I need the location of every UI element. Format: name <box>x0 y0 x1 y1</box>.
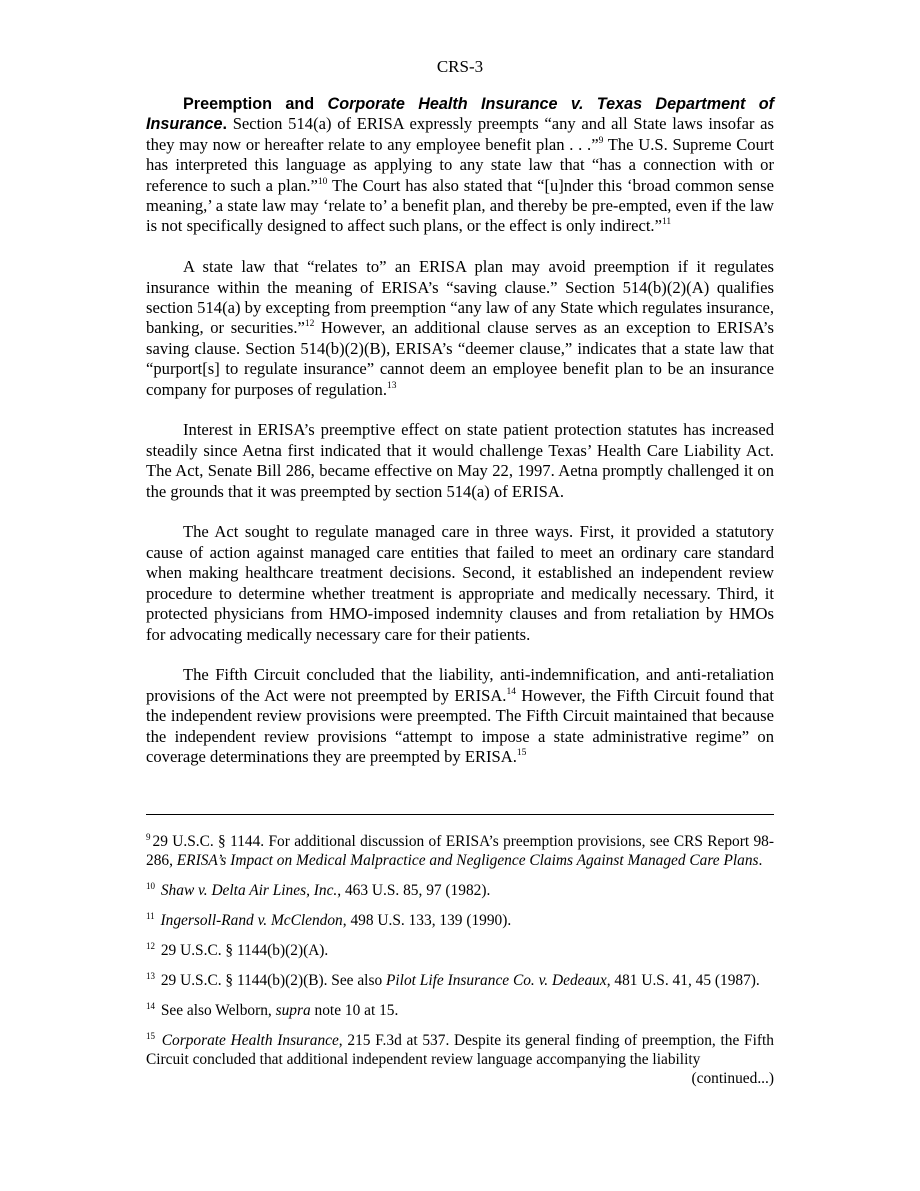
footnote-ref-12[interactable]: 12 <box>304 319 315 330</box>
footnote-ref-13[interactable]: 13 <box>387 380 397 391</box>
footnote-14: $^{14}$ See also Welborn, supra note 10 at 15. <box>146 1001 399 1019</box>
footnotes-section <box>146 832 774 1088</box>
footnote-ref-11[interactable]: 11 <box>661 217 672 228</box>
footnote-13: $^{13}$ 29 U.S.C. § 1144(b)(2)(B). See also Pilot Life Insurance Co. v. Dedeaux, 481 U.S. 41, 45 (1987). <box>146 971 760 989</box>
paragraph-preemption: Preemption and Corporate Health Insurance v. Texas Department of Insurance. Section 514(a) of ERISA expressly preempts “any and all State laws insofar as they may now or hereafter relate to any employee benefit plan . . .”$^9$ The U.S. Supreme Court has interpreted this language as applying to any state law that “has a connection with or reference to such a plan.”$^{10}$ The Court has also stated that “[u]nder this ‘broad common sense meaning,’ a state law may ‘relate to’ a benefit plan, and thereby be pre-empted, even if the law is not specifically designed to affect such plans, or the effect is only indirect.”$^{11}$ <box>146 95 774 236</box>
footnote-ref-14[interactable]: 14 <box>506 686 516 697</box>
footnote-10: $^{10}$ Shaw v. Delta Air Lines, Inc., 463 U.S. 85, 97 (1982). <box>146 881 491 899</box>
page-number-header: CRS-3 <box>436 57 484 76</box>
paragraph-act-regulation: The Act sought to regulate managed care in three ways. First, it provided a statutory cause of action against managed care entities that failed to meet an ordinary care standard when making healthcare treatment decisions. Second, it established an independent review procedure to determine whether treatment is appropriate and medically necessary. Third, it protected physicians from HMO-imposed indemnity clauses and from retaliation by HMOs for advocating medically necessary care for their patients. <box>146 522 774 644</box>
footnote-12: $^{12}$ 29 U.S.C. § 1144(b)(2)(A). <box>146 941 329 959</box>
footnote-divider <box>146 814 774 815</box>
paragraph-fifth-circuit: The Fifth Circuit concluded that the liability, anti-indemnification, and anti-retaliation provisions of the Act were not preempted by ERISA.$^{14}$ However, the Fifth Circuit found that the independent review provisions were preempted. The Fifth Circuit maintained that because the independent review provisions “attempt to impose a state administrative regime” on coverage determinations they are preempted by ERISA.$^{15}$ <box>146 665 774 766</box>
footnote-ref-10[interactable]: 10 <box>317 176 328 187</box>
footnote-9: $^9$ 29 U.S.C. § 1144. For additional discussion of ERISA’s preemption provisions, see CRS Report 98-286, ERISA’s Impact on Medical Malpractice and Negligence Claims Against Managed Care Plans. <box>146 832 774 869</box>
footnote-11: $^{11}$ Ingersoll-Rand v. McClendon, 498 U.S. 133, 139 (1990). <box>146 911 512 929</box>
main-body <box>146 94 774 767</box>
continued-marker: (continued...) <box>691 1070 774 1087</box>
footnote-ref-15[interactable]: 15 <box>516 747 527 758</box>
footnote-15: $^{15}$ Corporate Health Insurance, 215 F.3d at 537. Despite its general finding of preemption, the Fifth Circuit concluded that additional independent review language accompanying the liability <box>146 1031 774 1068</box>
footnote-ref-9[interactable]: 9 <box>598 135 604 146</box>
paragraph-saving-clause: A state law that “relates to” an ERISA plan may avoid preemption if it regulates insurance within the meaning of ERISA’s “saving clause.” Section 514(b)(2)(A) qualifies section 514(a) by excepting from preemption “any law of any State which regulates insurance, banking, or securities.”$^{12}$ However, an additional clause serves as an exception to ERISA’s saving clause. Section 514(b)(2)(B), ERISA’s “deemer clause,” indicates that a state law that “purport[s] to regulate insurance” cannot deem an employee benefit plan to be an insurance company for purposes of regulation.$^{13}$ <box>146 257 774 399</box>
paragraph-interest: Interest in ERISA’s preemptive effect on state patient protection statutes has increased steadily since Aetna first indicated that it would challenge Texas’ Health Care Liability Act. The Act, Senate Bill 286, became effective on May 22, 1997. Aetna promptly challenged it on the grounds that it was preempted by section 514(a) of ERISA. <box>146 420 774 501</box>
section-heading: Preemption and Corporate Health Insurance v. Texas Department of Insurance. <box>146 95 774 134</box>
